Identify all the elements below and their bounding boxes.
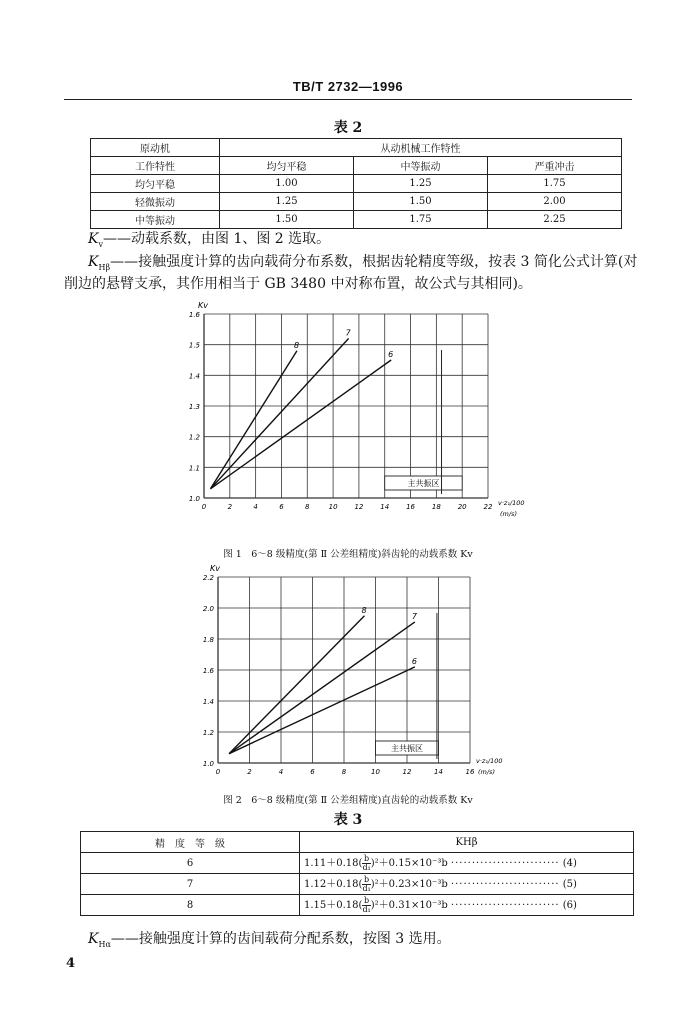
y-tick-label: 1.2	[202, 729, 214, 737]
grade-cell: 7	[81, 874, 300, 895]
row-label: 中等振动	[91, 211, 220, 229]
series-line-6	[210, 360, 391, 489]
formula-part: )²＋0.23×10⁻³b	[370, 879, 448, 890]
series-label-7: 7	[411, 611, 417, 621]
formula-cell	[300, 853, 634, 874]
khb-subscript: Hβ	[98, 262, 111, 272]
table-row	[91, 175, 622, 193]
figure2-caption: 图 2 6～8 级精度(第 Ⅱ 公差组精度)直齿轮的动载系数 Kv	[223, 795, 473, 806]
series-line-7	[229, 622, 415, 754]
leader-dots: ··························	[450, 858, 560, 869]
y-tick-label: 1.0	[188, 495, 200, 503]
leader-dots: ··························	[450, 900, 560, 911]
y-tick-label: 1.0	[202, 760, 214, 768]
series-label-6: 6	[411, 656, 417, 666]
fraction	[362, 897, 370, 914]
header-rule	[64, 99, 632, 100]
formula-cell	[300, 874, 634, 895]
leader-dots: ··························	[450, 879, 560, 890]
fraction-denominator: d₁	[362, 884, 371, 893]
table3-header-khb: KHβ	[300, 832, 634, 853]
y-tick-label: 1.4	[202, 698, 214, 706]
x-tick-label: 22	[483, 503, 493, 511]
equation-number: (4)	[562, 858, 577, 869]
table-row	[91, 193, 622, 211]
x-tick-label: 10	[371, 768, 380, 776]
formula-part: 1.12＋0.18(	[304, 879, 363, 890]
x-tick-label: 12	[354, 503, 364, 511]
x-tick-label: 16	[465, 768, 475, 776]
fraction-numerator: b	[364, 854, 370, 863]
table3-caption: 表 3	[333, 812, 363, 828]
row-label: 均匀平稳	[91, 175, 220, 193]
x-tick-label: 18	[431, 503, 441, 511]
table-cell: 1.25	[354, 175, 488, 193]
row-label: 轻微振动	[91, 193, 220, 211]
y-tick-label: 1.8	[202, 636, 214, 644]
formula-part: 1.11＋0.18(	[304, 858, 363, 869]
x-tick-label: 12	[402, 768, 412, 776]
figure1-ylabel: Kv	[198, 301, 208, 310]
x-tick-label: 2	[227, 503, 233, 511]
figure1-series	[210, 329, 393, 489]
figure1-region	[385, 350, 462, 494]
x-tick-label: 2	[247, 768, 252, 776]
figure2-series	[229, 606, 418, 754]
khb-description: ——接触强度计算的齿向载荷分布系数，根据齿轮精度等级，按表 3 简化公式计算(对	[110, 254, 638, 270]
fraction-denominator: d₁	[362, 905, 371, 914]
x-tick-label: 14	[434, 768, 443, 776]
driven-header: 从动机械工作特性	[220, 139, 622, 157]
table-row	[81, 895, 634, 916]
formula-part: 1.15＋0.18(	[304, 900, 363, 911]
table-row	[81, 853, 634, 874]
table-cell: 2.25	[488, 211, 622, 229]
x-tick-label: 10	[328, 503, 338, 511]
standard-header: TB/T 2732—1996	[292, 79, 404, 94]
table-cell: 2.00	[488, 193, 622, 211]
series-line-7	[210, 339, 348, 489]
y-tick-label: 1.6	[202, 667, 214, 675]
x-tick-label: 4	[278, 768, 284, 776]
kha-description: ——接触强度计算的齿间载荷分配系数，按图 3 选用。	[110, 931, 451, 947]
table-cell: 1.75	[488, 175, 622, 193]
series-label-6: 6	[388, 350, 394, 359]
series-label-7: 7	[345, 328, 351, 338]
formula-part: )²＋0.31×10⁻³b	[370, 900, 448, 911]
grade-cell: 6	[81, 853, 300, 874]
table-cell: 1.00	[220, 175, 354, 193]
table-cell: 1.50	[354, 193, 488, 211]
figure2-chart	[180, 563, 540, 785]
y-tick-label: 1.3	[188, 403, 200, 411]
x-tick-label: 8	[305, 503, 310, 511]
x-tick-label: 16	[406, 503, 416, 511]
series-line-8	[210, 351, 296, 489]
series-label-8: 8	[361, 605, 367, 615]
col-header: 严重冲击	[488, 157, 622, 175]
table3-header-grade: 精 度 等 级	[81, 832, 300, 853]
x-tick-label: 6	[279, 503, 284, 511]
equation-number: (5)	[562, 879, 577, 890]
x-tick-label: 0	[201, 503, 207, 511]
col-header: 中等振动	[354, 157, 488, 175]
kha-subscript: Hα	[98, 939, 111, 949]
y-tick-label: 1.1	[188, 464, 200, 473]
table2	[90, 138, 622, 229]
figure1-xlabel: v·z₁/100	[498, 499, 525, 507]
kha-definition	[88, 928, 451, 956]
x-tick-label: 20	[457, 503, 467, 511]
figure2-ylabel: Kv	[210, 564, 220, 573]
fraction	[362, 876, 370, 893]
figure1-caption: 图 1 6～8 级精度(第 Ⅱ 公差组精度)斜齿轮的动载系数 Kv	[223, 549, 473, 560]
formula-part: )²＋0.15×10⁻³b	[370, 858, 448, 869]
resonance-region-label: 主共振区	[407, 479, 440, 488]
x-tick-label: 4	[253, 503, 258, 511]
kv-description: ——动载系数，由图 1、图 2 选取。	[103, 231, 331, 247]
kha-symbol: K	[88, 931, 99, 947]
y-tick-label: 1.4	[188, 372, 200, 381]
y-tick-label: 2.2	[202, 574, 214, 582]
resonance-region-label: 主共振区	[391, 744, 423, 753]
equation-number: (6)	[562, 900, 577, 911]
series-label-8: 8	[293, 340, 300, 350]
figure1-chart	[160, 298, 540, 530]
khb-description-continued: 削边的悬臂支承，其作用相当于 GB 3480 中对称布置，故公式与其相同)。	[64, 276, 532, 292]
table-cell: 1.75	[354, 211, 488, 229]
table-cell: 1.25	[220, 193, 354, 211]
x-tick-label: 6	[310, 768, 315, 776]
kv-symbol: K	[88, 231, 99, 247]
x-tick-label: 0	[215, 768, 221, 776]
figure2-xlabel: v·z₁/100	[476, 757, 503, 765]
prime-mover-header-bottom: 工作特性	[91, 157, 220, 175]
y-tick-label: 1.5	[188, 341, 200, 350]
fraction-denominator: d₁	[362, 863, 371, 872]
kv-subscript: v	[98, 239, 103, 249]
table-row	[81, 874, 634, 895]
y-tick-label: 1.2	[188, 433, 200, 442]
table-cell: 1.50	[220, 211, 354, 229]
prime-mover-header-top: 原动机	[91, 139, 220, 157]
khb-symbol: K	[88, 254, 99, 270]
page-number: 4	[66, 956, 76, 971]
x-tick-label: 8	[341, 768, 347, 776]
col-header: 均匀平稳	[220, 157, 354, 175]
y-tick-label: 2.0	[202, 605, 214, 613]
table-row	[91, 211, 622, 229]
table2-caption: 表 2	[333, 120, 363, 136]
x-tick-label: 14	[380, 503, 390, 511]
figure1-xlabel-unit: (m/s)	[500, 510, 517, 518]
fraction-numerator: b	[364, 875, 370, 884]
figure2-xlabel-unit: (m/s)	[478, 768, 495, 776]
table3	[80, 831, 634, 916]
formula-cell	[300, 895, 634, 916]
fraction-numerator: b	[364, 896, 370, 905]
fraction	[362, 855, 370, 872]
grade-cell: 8	[81, 895, 300, 916]
y-tick-label: 1.6	[188, 311, 200, 319]
